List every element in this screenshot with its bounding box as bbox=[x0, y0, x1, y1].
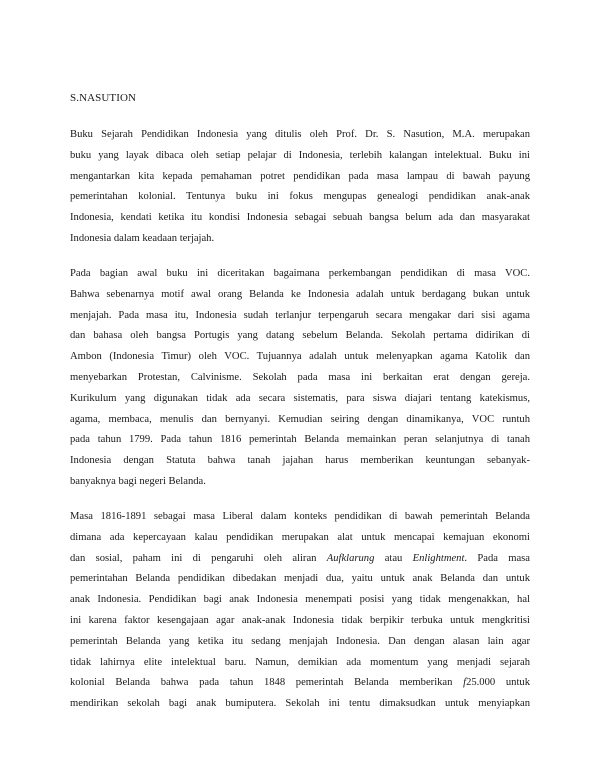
paragraph-2 bbox=[70, 264, 530, 493]
text-line: Indonesia dengan Statuta bahwa tanah jajahan harus memberikan keuntungan sebanyak- bbox=[70, 455, 530, 467]
text-line: dimana ada kepercayaan kalau pendidikan merupakan alat untuk mencapai kemajuan ekonomi bbox=[70, 531, 530, 543]
text-line: Indonesia, kendati ketika itu kondisi Indonesia sebagai sebuah bangsa belum ada dan masyarakat bbox=[70, 212, 530, 224]
text-line: ini karena faktor kesengajaan agar anak-anak Indonesia tidak berpikir terbuka untuk mengkritisi bbox=[70, 614, 530, 626]
italic-term-enlightment: Enlightment bbox=[412, 552, 465, 564]
text-line: Pada bagian awal buku ini diceritakan bagaimana perkembangan pendidikan di masa VOC. bbox=[70, 268, 530, 279]
text-line: pemerintahan Belanda pendidikan dibedakan menjadi dua, yaitu untuk anak Belanda dan untuk bbox=[70, 573, 530, 585]
text-line: Masa 1816-1891 sebagai masa Liberal dalam konteks pendidikan di bawah pemerintah Belanda bbox=[70, 511, 530, 522]
text-run: kolonial Belanda bahwa pada tahun 1848 pemerintah Belanda memberikan bbox=[70, 677, 464, 689]
italic-florin-symbol: f bbox=[463, 677, 467, 689]
text-line: dan bahasa oleh bangsa Portugis yang datang sebelum Belanda. Sekolah pertama didirikan di bbox=[70, 330, 530, 342]
text-line: buku yang layak dibaca oleh setiap pelajar di Indonesia, terlebih kalangan intelektual. Buku ini bbox=[70, 149, 530, 161]
author-heading: S.NASUTION bbox=[70, 92, 137, 104]
text-line: Kurikulum yang digunakan tidak ada secara sistematis, para siswa diajari tentang katekismus, bbox=[70, 392, 530, 404]
text-line-mixed bbox=[70, 549, 530, 570]
text-line: pada tahun 1799. Pada tahun 1816 pemerintah Belanda memainkan peran selanjutnya di tanah bbox=[70, 434, 530, 446]
text-line: mengantarkan kita kepada pemahaman potret pendidikan pada masa lampau di bawah payung bbox=[70, 170, 530, 182]
text-line: Indonesia dalam keadaan terjajah. bbox=[70, 232, 215, 244]
text-line: tidak lahirnya elite intelektual baru. Namun, demikian ada momentum yang menjadi sejarah bbox=[70, 656, 530, 668]
text-run: atau bbox=[374, 552, 413, 564]
text-line: pemerintah Belanda yang ketika itu sedang menjajah Indonesia. Dan dengan alasan lain agar bbox=[70, 635, 530, 647]
text-run: . Pada masa bbox=[464, 552, 530, 564]
text-line: pemerintahan kolonial. Tentunya buku ini fokus mengupas genealogi pendidikan anak-anak bbox=[70, 191, 530, 203]
text-line: menjajah. Pada masa itu, Indonesia sudah terlanjur terpengaruh secara mengakar dari sisi agama bbox=[70, 309, 530, 321]
text-line: mendirikan sekolah bagi anak bumiputera. Sekolah ini tentu dimaksudkan untuk menyiapkan bbox=[70, 698, 530, 710]
text-line-mixed bbox=[70, 673, 530, 694]
text-line: menyebarkan Protestan, Calvinisme. Sekolah pada masa ini berkaitan erat dengan gereja. bbox=[70, 371, 530, 383]
text-run: 25.000 untuk bbox=[466, 677, 530, 689]
paragraph-1 bbox=[70, 125, 530, 250]
text-line: banyaknya bagi negeri Belanda. bbox=[70, 475, 206, 487]
text-line: anak Indonesia. Pendidikan bagi anak Indonesia menempati posisi yang tidak mengenakkan, hal bbox=[70, 594, 530, 606]
text-run: dan sosial, paham ini di pengaruhi oleh aliran bbox=[70, 552, 327, 564]
text-line: agama, membaca, menulis dan bernyanyi. Kemudian seiring dengan dinamikanya, VOC runtuh bbox=[70, 413, 530, 425]
italic-term-aufklarung: Aufklarung bbox=[326, 552, 375, 564]
text-line: Bahwa sebenarnya motif awal orang Belanda ke Indonesia adalah untuk berdagang bukan untuk bbox=[70, 288, 530, 300]
paragraph-3 bbox=[70, 507, 530, 715]
text-line: Ambon (Indonesia Timur) oleh VOC. Tujuannya adalah untuk melenyapkan agama Katolik dan bbox=[70, 351, 530, 363]
text-line: Buku Sejarah Pendidikan Indonesia yang ditulis oleh Prof. Dr. S. Nasution, M.A. merupakan bbox=[70, 129, 530, 140]
